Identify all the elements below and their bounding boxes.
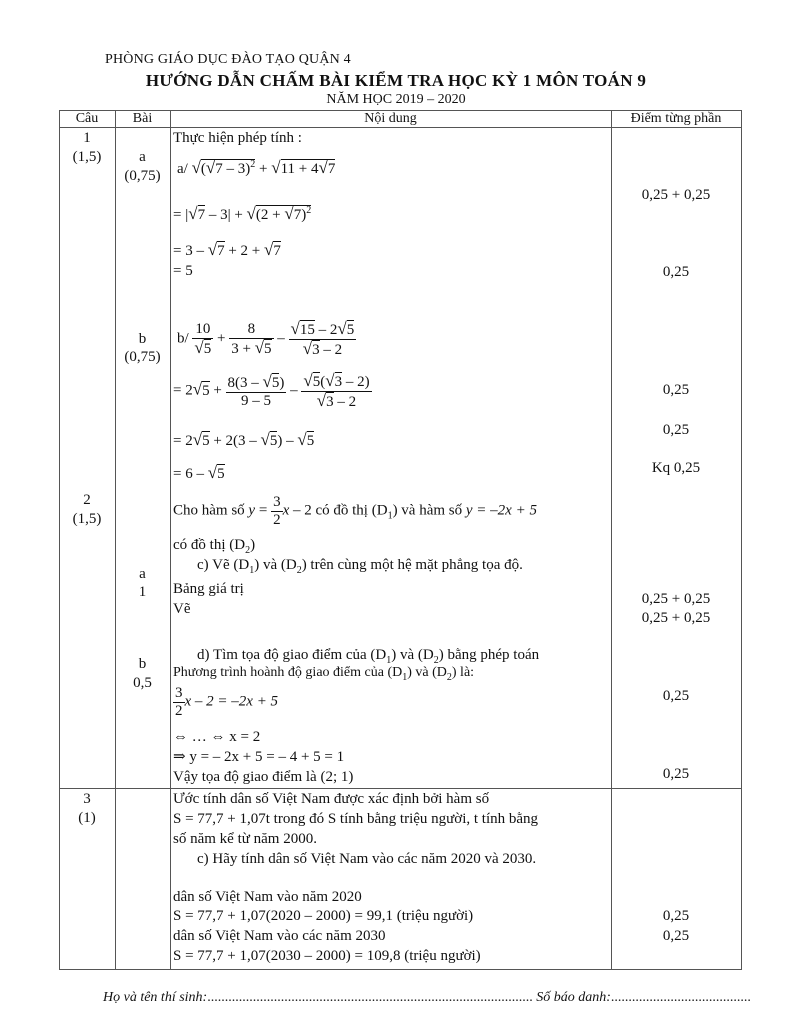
col-header-cau: Câu (75, 111, 99, 126)
candidate-name-label: Họ và tên thí sinh: (103, 990, 208, 1005)
q3-2030-calc: S = 77,7 + 1,07(2030 – 2000) = 109,8 (triệu người) (173, 948, 481, 964)
q2b-score-2: 0,25 (662, 766, 690, 782)
q3-2030-label: dân số Việt Nam vào các năm 2030 (173, 928, 386, 944)
q2-points: (1,5) (72, 511, 102, 527)
q1-intro: Thực hiện phép tính : (173, 130, 302, 146)
q2a-score-1: 0,25 + 0,25 (641, 591, 711, 607)
q2-graph-line: có đồ thị $(D_2)$ (173, 537, 256, 556)
candidate-name-blank: ............................................................................................. (207, 990, 533, 1005)
col-header-bai: Bài (132, 111, 153, 126)
q3-line3: số năm kể từ năm 2000. (173, 831, 317, 847)
q2b-points: 0,5 (133, 675, 152, 691)
q2-part-d: d) Tìm tọa độ giao điểm của $(D_1)$ và $(D_2)$ bằng phép toán (197, 647, 540, 666)
q3-score-1: 0,25 (662, 908, 690, 924)
q1a-result: = 5 (173, 263, 193, 279)
q1b-expression: b/ $\frac{10}{√5}$ + $\frac{8}{3 + √5}$ – $\frac{√15 - 2√5}{√3 - 2}$ (177, 319, 355, 358)
q1b-result: = 6 – √5 (173, 463, 225, 482)
q1b-step1: = 2√5 + $\frac{8(3 - √5)}{9 - 5}$ – $\frac{√5(√3 - 2)}{√3 - 2}$ (173, 371, 370, 410)
q1-number: 1 (83, 130, 91, 146)
q2a-score-2: 0,25 + 0,25 (641, 610, 711, 626)
candidate-id-blank: ........................................ (610, 990, 751, 1005)
q1b-score-1: 0,25 (662, 382, 690, 398)
q1b-points: (0,75) (124, 349, 161, 365)
q3-2020-label: dân số Việt Nam vào năm 2020 (173, 889, 362, 905)
q1b-score-3: Kq 0,25 (651, 460, 701, 476)
q3-line1: Ước tính dân số Việt Nam được xác định bởi hàm số (173, 791, 490, 807)
q3-line2: S = 77,7 + 1,07t trong đó S tính bằng triệu người, t tính bằng (173, 811, 539, 827)
q3-part-c: c) Hãy tính dân số Việt Nam vào các năm 2020 và 2030. (197, 851, 537, 867)
q2-conclusion: Vậy tọa độ giao điểm là (2; 1) (173, 769, 354, 785)
candidate-info-footer (103, 990, 751, 1006)
q2-step1: ⇔ … ⇔ x = 2 (173, 729, 261, 745)
document-title: HƯỚNG DẪN CHẤM BÀI KIỂM TRA HỌC KỲ 1 MÔN TOÁN 9 (145, 71, 647, 90)
col-header-diem: Điểm từng phần (630, 111, 722, 126)
q3-2020-calc: S = 77,7 + 1,07(2020 – 2000) = 99,1 (triệu người) (173, 908, 474, 924)
grading-table (59, 110, 742, 970)
q2b-label: b (138, 656, 147, 672)
q2-part-c: c) Vẽ $(D_1)$ và $(D_2)$ trên cùng một hệ mặt phẳng tọa độ. (197, 557, 523, 576)
q1a-score-1: 0,25 + 0,25 (641, 187, 711, 203)
q1a-label: a (139, 149, 146, 165)
q2-draw-label: Vẽ (173, 601, 191, 617)
q2-function-line: Cho hàm số y = $\frac{3}{2}$ x – 2 có đồ thị $(D_1)$ và hàm số y = –2x + 5 (173, 494, 537, 528)
q3-number: 3 (83, 791, 91, 807)
q1b-step2: = 2√5 + 2(3 – √5) – √5 (173, 430, 315, 449)
q1a-points: (0,75) (124, 168, 161, 184)
q2b-score-1: 0,25 (662, 688, 690, 704)
department-name: PHÒNG GIÁO DỤC ĐÀO TẠO QUẬN 4 (105, 52, 351, 67)
col-header-noi-dung: Nội dung (364, 111, 417, 126)
q2a-label: a (139, 566, 146, 582)
q1a-step2: = 3 – √7 + 2 + √7 (173, 240, 281, 259)
q1a-score-2: 0,25 (662, 264, 690, 280)
q3-score-2: 0,25 (662, 928, 690, 944)
q2-number: 2 (83, 492, 91, 508)
q1-points: (1,5) (72, 149, 102, 165)
q2-equation-intro: Phương trình hoành độ giao điểm của $(D_1)$ và $(D_2)$ là: (173, 665, 475, 683)
q2-step2: ⇒ y = – 2x + 5 = – 4 + 5 = 1 (173, 749, 345, 765)
q1b-score-2: 0,25 (662, 422, 690, 438)
q2a-points: 1 (138, 584, 147, 600)
school-year: NĂM HỌC 2019 – 2020 (326, 92, 466, 107)
q2-value-table-label: Bảng giá trị (173, 581, 244, 597)
q1a-expression: a/ √(√7 – 3)$^2$ + √11 + 4√7 (177, 158, 336, 177)
candidate-id-label: Số báo danh: (536, 990, 611, 1005)
q1b-label: b (138, 331, 147, 347)
q3-points: (1) (78, 810, 96, 826)
q2-equation: $\frac{3}{2}$ x – 2 = –2x + 5 (175, 685, 279, 719)
q1a-step1: = $|√7 - 3| + √(2 + √7)^2$ (173, 204, 312, 223)
